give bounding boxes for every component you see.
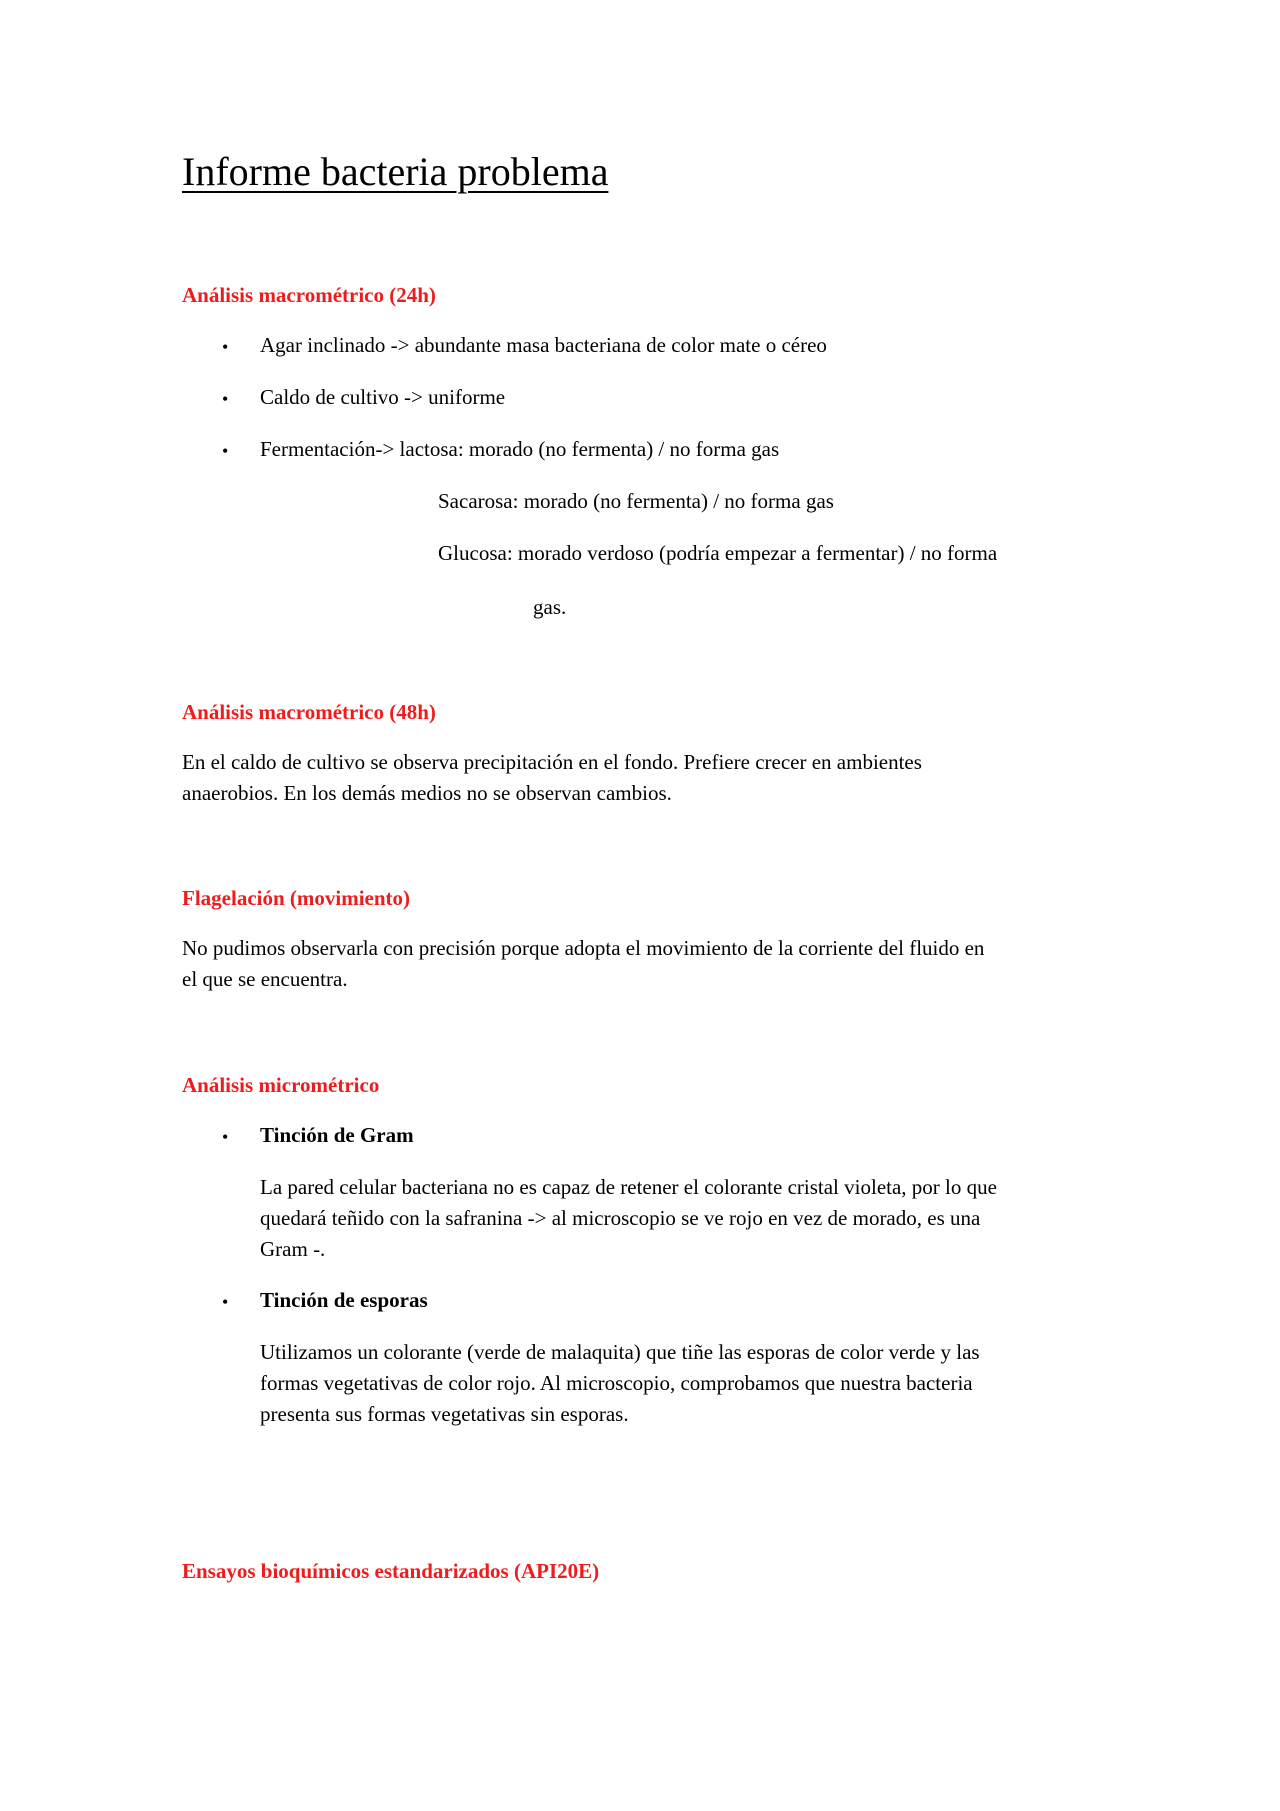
sub-line: gas. — [533, 595, 567, 619]
list-item: Fermentación-> lactosa: morado (no fermenta) / no forma gas — [260, 437, 780, 461]
gram-stain-title: Tinción de Gram — [260, 1123, 414, 1147]
list-item: Agar inclinado -> abundante masa bacteriana de color mate o céreo — [260, 333, 827, 357]
paragraph-line: Gram -. — [260, 1237, 326, 1261]
page-title: Informe bacteria problema — [182, 149, 609, 194]
paragraph-line: anaerobios. En los demás medios no se observan cambios. — [182, 781, 672, 805]
paragraph-line: La pared celular bacteriana no es capaz de retener el colorante cristal violeta, por lo que — [260, 1175, 997, 1199]
sub-line: Sacarosa: morado (no fermenta) / no forma gas — [438, 489, 834, 513]
bullet-icon: • — [222, 441, 229, 461]
paragraph-line: formas vegetativas de color rojo. Al microscopio, comprobamos que nuestra bacteria — [260, 1371, 973, 1395]
paragraph-line: el que se encuentra. — [182, 967, 348, 991]
bullet-icon: • — [222, 337, 229, 357]
section-heading-api20e: Ensayos bioquímicos estandarizados (API20E) — [182, 1559, 600, 1583]
bullet-icon: • — [222, 1292, 229, 1312]
paragraph-line: En el caldo de cultivo se observa precipitación en el fondo. Prefiere crecer en ambientes — [182, 750, 922, 774]
paragraph-line: quedará teñido con la safranina -> al microscopio se ve rojo en vez de morado, es una — [260, 1206, 981, 1230]
bullet-icon: • — [222, 1127, 229, 1147]
spore-stain-title: Tinción de esporas — [260, 1288, 428, 1312]
section-heading-flagelacion: Flagelación (movimiento) — [182, 886, 411, 910]
section-heading-macro-24h: Análisis macrométrico (24h) — [182, 283, 436, 307]
paragraph-line: presenta sus formas vegetativas sin esporas. — [260, 1402, 629, 1426]
section-heading-micro: Análisis micrométrico — [182, 1073, 380, 1097]
paragraph-line: Utilizamos un colorante (verde de malaquita) que tiñe las esporas de color verde y las — [260, 1340, 980, 1364]
bullet-icon: • — [222, 389, 229, 409]
sub-line: Glucosa: morado verdoso (podría empezar a fermentar) / no forma — [438, 541, 998, 565]
paragraph-line: No pudimos observarla con precisión porque adopta el movimiento de la corriente del fluido en — [182, 936, 985, 960]
list-item: Caldo de cultivo -> uniforme — [260, 385, 506, 409]
section-heading-macro-48h: Análisis macrométrico (48h) — [182, 700, 436, 724]
